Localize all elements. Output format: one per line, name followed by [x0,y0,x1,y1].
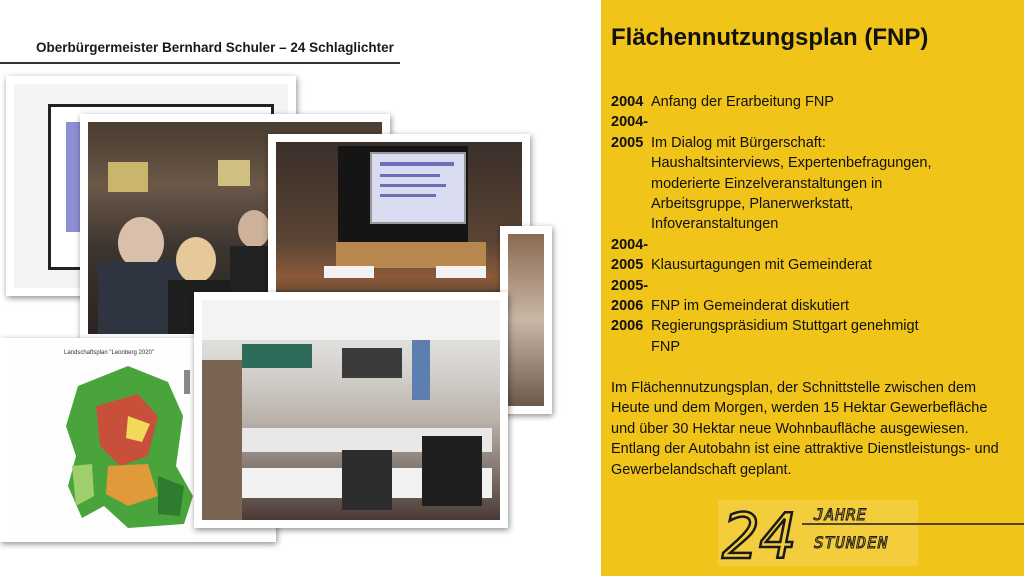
timeline-text: moderierte Einzelveranstaltungen in [651,175,883,192]
timeline [611,92,1011,357]
timeline-text: Im Dialog mit Bürgerschaft: [651,134,826,151]
timeline-year: 2004- [611,236,649,253]
timeline-year: 2005 [611,134,644,151]
timeline-year: 2005 [611,257,644,274]
panel-title: Flächennutzungsplan (FNP) [611,24,929,51]
timeline-text: Haushaltsinterviews, Expertenbefragungen, [651,155,932,172]
summary-paragraph: Im Flächennutzungsplan, der Schnittstelle zwischen dem Heute und dem Morgen, werden 15 Hektar Gewerbefläche und über 30 Hektar neue Wohnbaufläche ausgewiesen. Entlang der Autobahn ist eine attraktive Dienstleistungs- und Gewerbelandschaft geplant. [611,380,999,478]
logo-word-stunden: STUNDEN [814,533,889,552]
summary-text [611,378,1011,480]
timeline-entry [611,296,1011,316]
timeline-text: Regierungspräsidium Stuttgart genehmigt [651,318,919,335]
timeline-entry [611,112,1011,132]
timeline-entry [611,255,1011,275]
header-rule [0,62,400,64]
yellow-panel [601,0,1024,576]
timeline-text: FNP [651,338,680,355]
timeline-text: Anfang der Erarbeitung FNP [651,94,834,110]
logo-number: 24 [722,500,797,568]
logo-graphic [718,498,1024,568]
header-title: Oberbürgermeister Bernhard Schuler – 24 Schlaglichter [36,40,394,55]
timeline-year: 2006 [611,318,644,335]
timeline-text: Infoveranstaltungen [651,216,779,233]
timeline-entry [611,235,1011,255]
timeline-text: Klausurtagungen mit Gemeinderat [651,257,872,274]
timeline-year: 2004- [611,114,649,131]
timeline-entry [611,316,1011,336]
logo-24-jahre-stunden [718,498,1024,568]
timeline-text: FNP im Gemeinderat diskutiert [651,298,849,315]
timeline-text: Arbeitsgruppe, Planerwerkstatt, [651,196,854,213]
timeline-year: 2006 [611,298,644,315]
timeline-year: 2005- [611,277,649,294]
map-caption: Landschaftsplan "Leonberg 2020" [64,350,154,356]
timeline-entry [611,92,1011,112]
logo-word-jahre: JAHRE [814,505,868,524]
timeline-entry [611,133,1011,153]
timeline-year: 2004 [611,94,644,110]
photo-seminar-room [194,292,508,528]
timeline-entry [611,276,1011,296]
